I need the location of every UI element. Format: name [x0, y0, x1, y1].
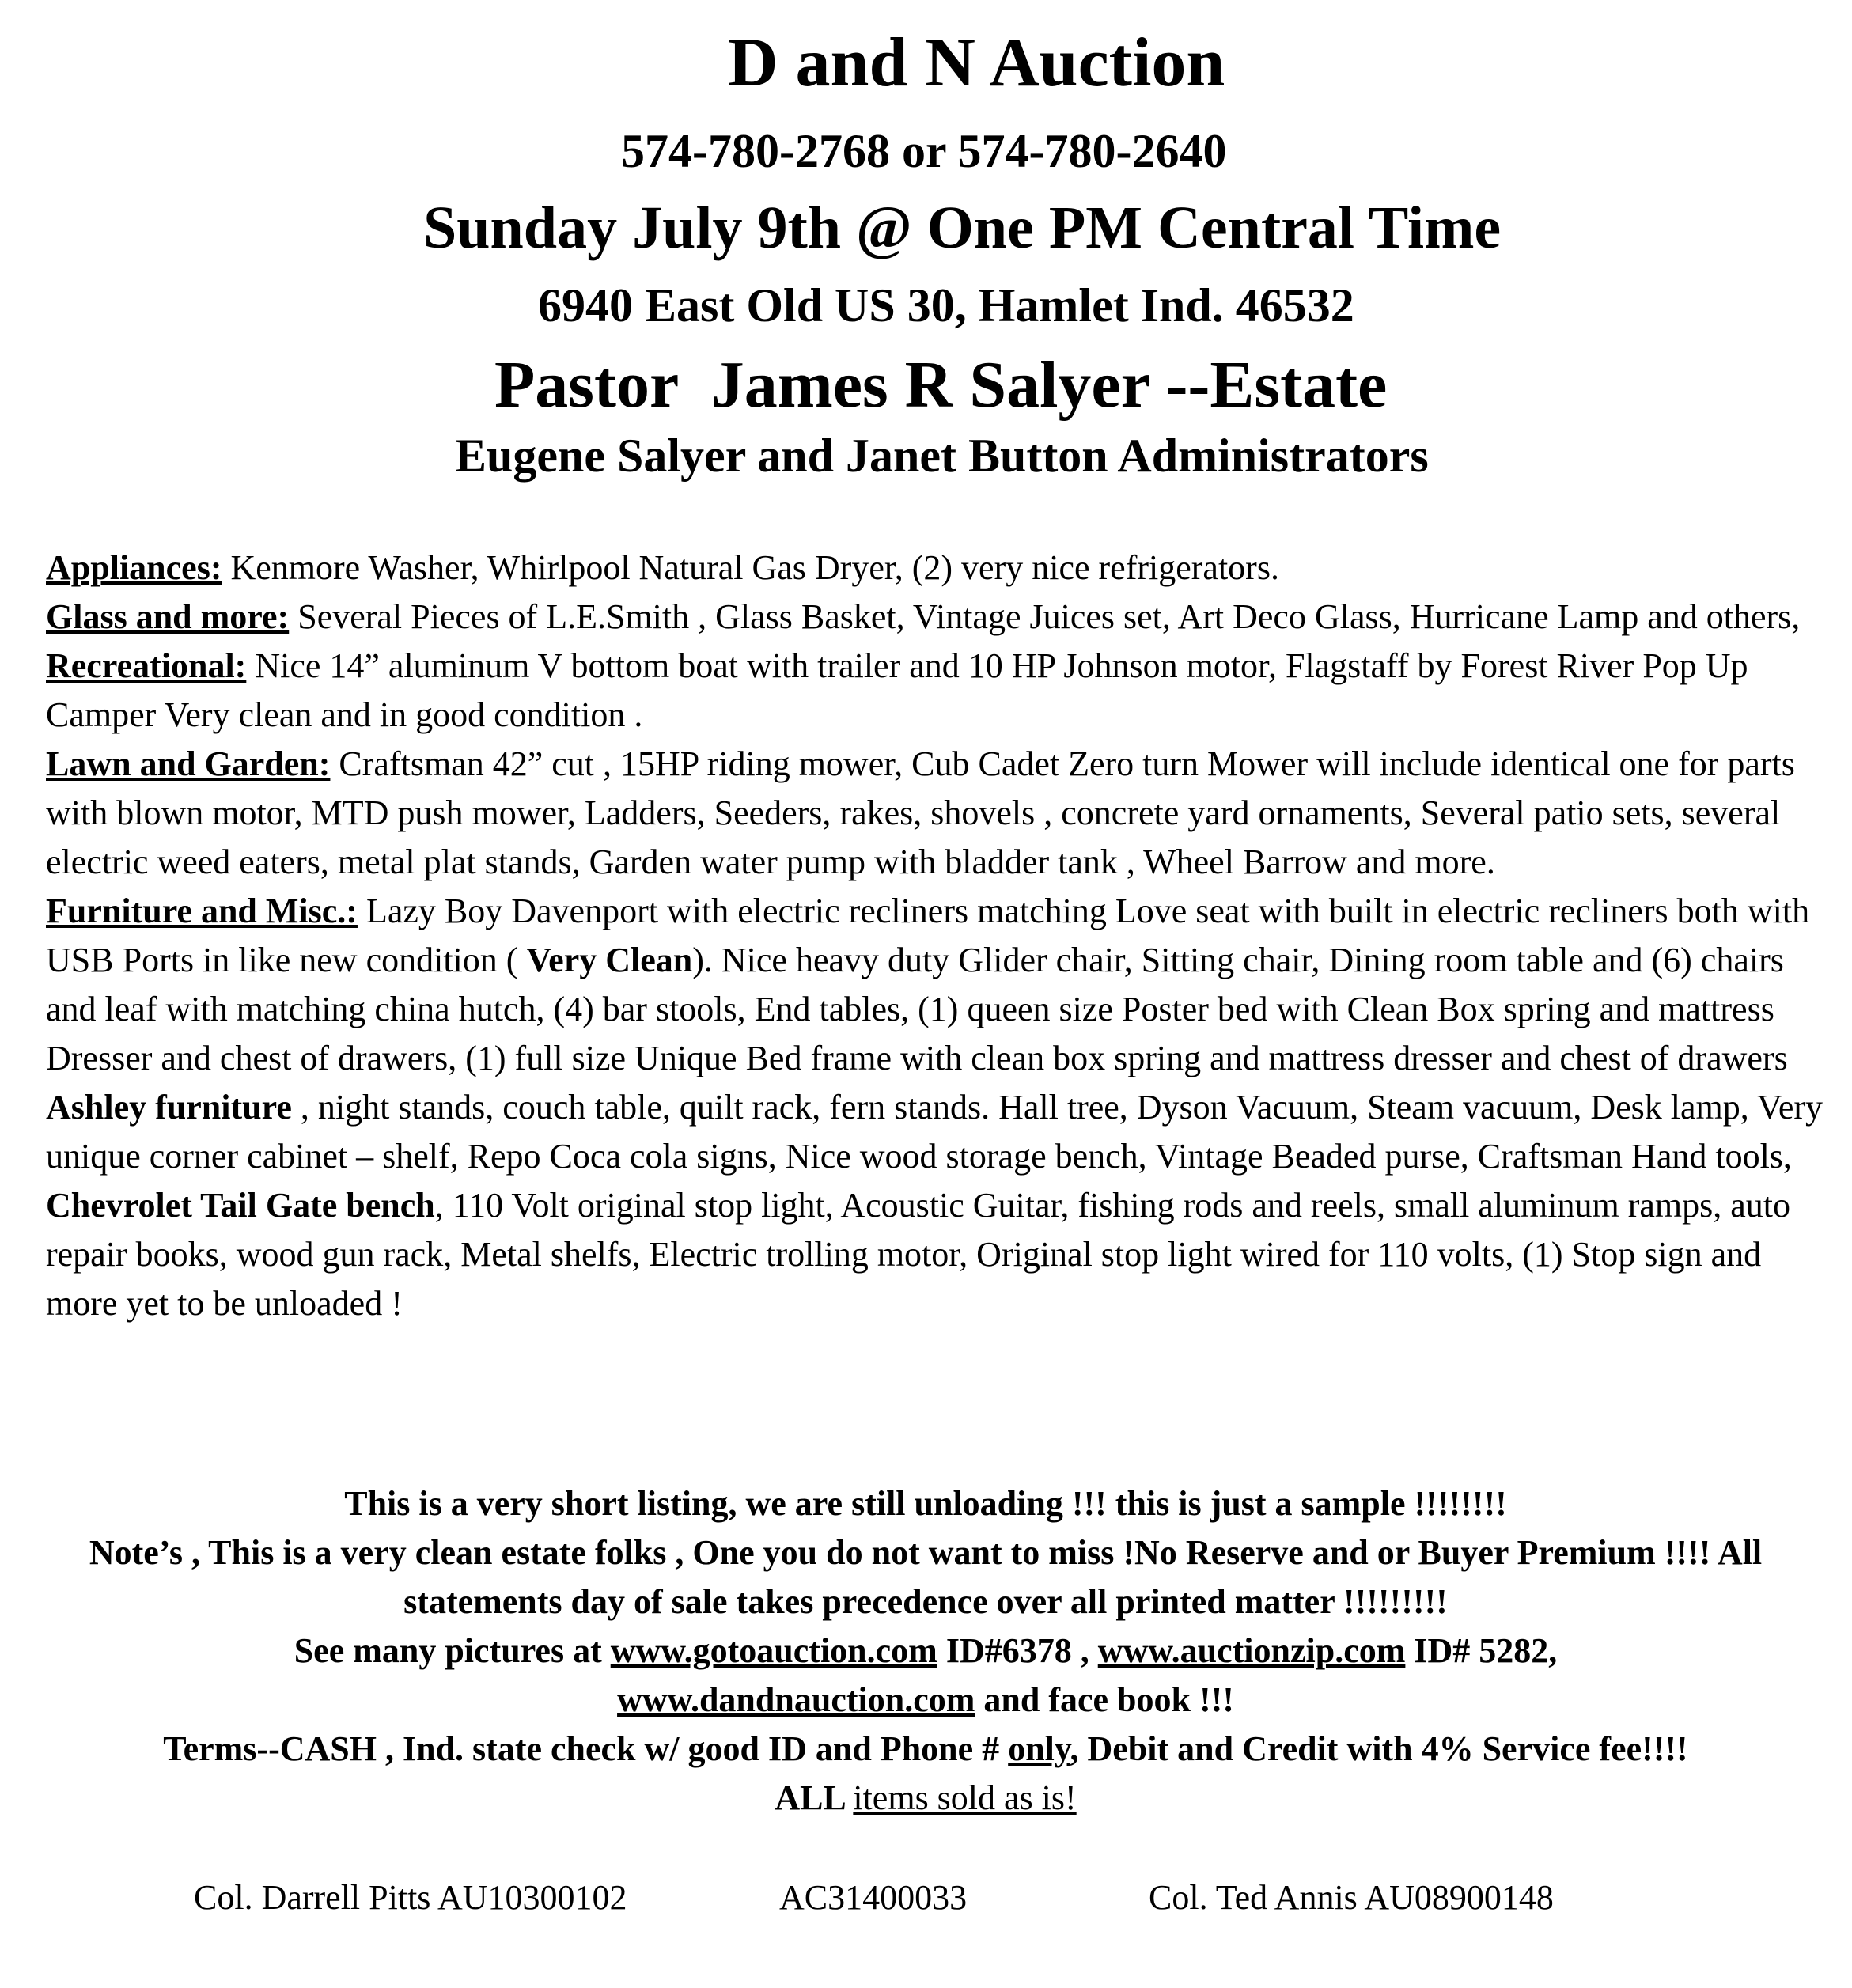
auction-address: 6940 East Old US 30, Hamlet Ind. 46532 [538, 279, 1354, 331]
phone-numbers: 574-780-2768 or 574-780-2640 [621, 125, 1227, 177]
estate-name: Pastor James R Salyer --Estate [494, 348, 1388, 422]
section-lawn-garden [46, 740, 1826, 887]
auctionzip-id: ID# 5282, [1405, 1631, 1558, 1670]
terms-prefix: Terms--CASH , Ind. state check w/ good ID and Phone # [163, 1729, 1009, 1768]
terms-suffix: , Debit and Credit with 4% Service fee!!!! [1070, 1729, 1688, 1768]
section-text: , 110 Volt original stop light, Acoustic Guitar, fishing rods and reels, small aluminum ramps, auto repair books, wood gun rack, Metal shelfs, Electric trolling motor, Original stop light wired for 110 volts, (1) Stop sign and more yet to be unloaded ! [46, 1186, 1791, 1323]
section-text: Kenmore Washer, Whirlpool Natural Gas Dryer, (2) very nice refrigerators. [222, 548, 1279, 587]
section-label: Recreational: [46, 646, 247, 685]
highlight-text: Very Clean [526, 941, 693, 979]
section-recreational [46, 642, 1826, 740]
terms-only: only [1008, 1729, 1070, 1768]
section-text: , night stands, couch table, quilt rack, fern stands. Hall tree, Dyson Vacuum, Steam vacuum, Desk lamp, Very unique corner cabinet – shelf, Repo Coca cola signs, Nice wood storage bench, Vintage Beaded purse, Craftsman Hand tools, [46, 1088, 1824, 1176]
page-title: D and N Auction [728, 25, 1225, 101]
section-text: Lazy Boy Davenport with electric recliners matching Love seat with built in electric recliners both with USB Ports in like new condition ( [46, 892, 1810, 979]
section-label: Glass and more: [46, 597, 290, 636]
section-label: Furniture and Misc.: [46, 892, 358, 930]
auctionzip-link[interactable]: www.auctionzip.com [1097, 1631, 1406, 1670]
as-is-text: items sold as is! [853, 1778, 1077, 1817]
section-text: Nice 14” aluminum V bottom boat with trailer and 10 HP Johnson motor, Flagstaff by Forest River Pop Up Camper Very clean and in good condition . [46, 646, 1748, 734]
section-text: Craftsman 42” cut , 15HP riding mower, Cub Cadet Zero turn Mower will include identical one for parts with blown motor, MTD push mower, Ladders, Seeders, rakes, shovels , concrete yard ornaments, Several patio sets, several electric weed eaters, metal plat stands, Garden water pump with bladder tank , Wheel Barrow and more. [46, 744, 1795, 881]
company-license: AC31400033 [779, 1878, 968, 1917]
pictures-note [32, 1626, 1820, 1725]
highlight-text: Chevrolet Tail Gate bench [46, 1186, 435, 1225]
highlight-text: Ashley furniture [46, 1088, 292, 1127]
gotoauction-link[interactable]: www.gotoauction.com [610, 1631, 937, 1670]
gotoauction-id: ID#6378 , [937, 1631, 1098, 1670]
auctioneer-pitts: Col. Darrell Pitts AU10300102 [194, 1878, 627, 1917]
section-text: ). Nice heavy duty Glider chair, Sitting chair, Dining room table and (6) chairs and leaf with matching china hutch, (4) bar stools, End tables, (1) queen size Poster bed with Clean Box spring and mattress Dresser and chest of drawers, (1) full size Unique Bed frame with clean box spring and mattress dresser and chest of drawers [46, 941, 1788, 1077]
section-glass [46, 593, 1826, 642]
facebook-text: and face book !!! [975, 1680, 1234, 1719]
auction-datetime: Sunday July 9th @ One PM Central Time [423, 195, 1502, 261]
auctioneer-annis: Col. Ted Annis AU08900148 [1149, 1878, 1554, 1917]
pictures-prefix: See many pictures at [294, 1631, 611, 1670]
short-listing-note: This is a very short listing, we are still unloading !!! this is just a sample !!!!!!!! [344, 1484, 1507, 1523]
section-text: Several Pieces of L.E.Smith , Glass Basket, Vintage Juices set, Art Deco Glass, Hurricane Lamp and others, [289, 597, 1801, 636]
administrators: Eugene Salyer and Janet Button Administrators [455, 430, 1429, 482]
listing-body [46, 543, 1826, 1328]
terms-note [32, 1725, 1820, 1774]
section-label: Appliances: [46, 548, 222, 587]
as-is-note [32, 1774, 1820, 1823]
section-label: Lawn and Garden: [46, 744, 331, 783]
clean-estate-note: Note’s , This is a very clean estate folks , One you do not want to miss !No Reserve and or Buyer Premium !!!! All statements day of sale takes precedence over all printed matter !!!!!!!!! [89, 1533, 1763, 1621]
dandnauction-link[interactable]: www.dandnauction.com [617, 1680, 975, 1719]
section-appliances [46, 543, 1826, 593]
footer [0, 1873, 1852, 1929]
notes-block [32, 1479, 1820, 1823]
section-furniture [46, 887, 1826, 1328]
as-is-label: ALL [775, 1778, 845, 1817]
